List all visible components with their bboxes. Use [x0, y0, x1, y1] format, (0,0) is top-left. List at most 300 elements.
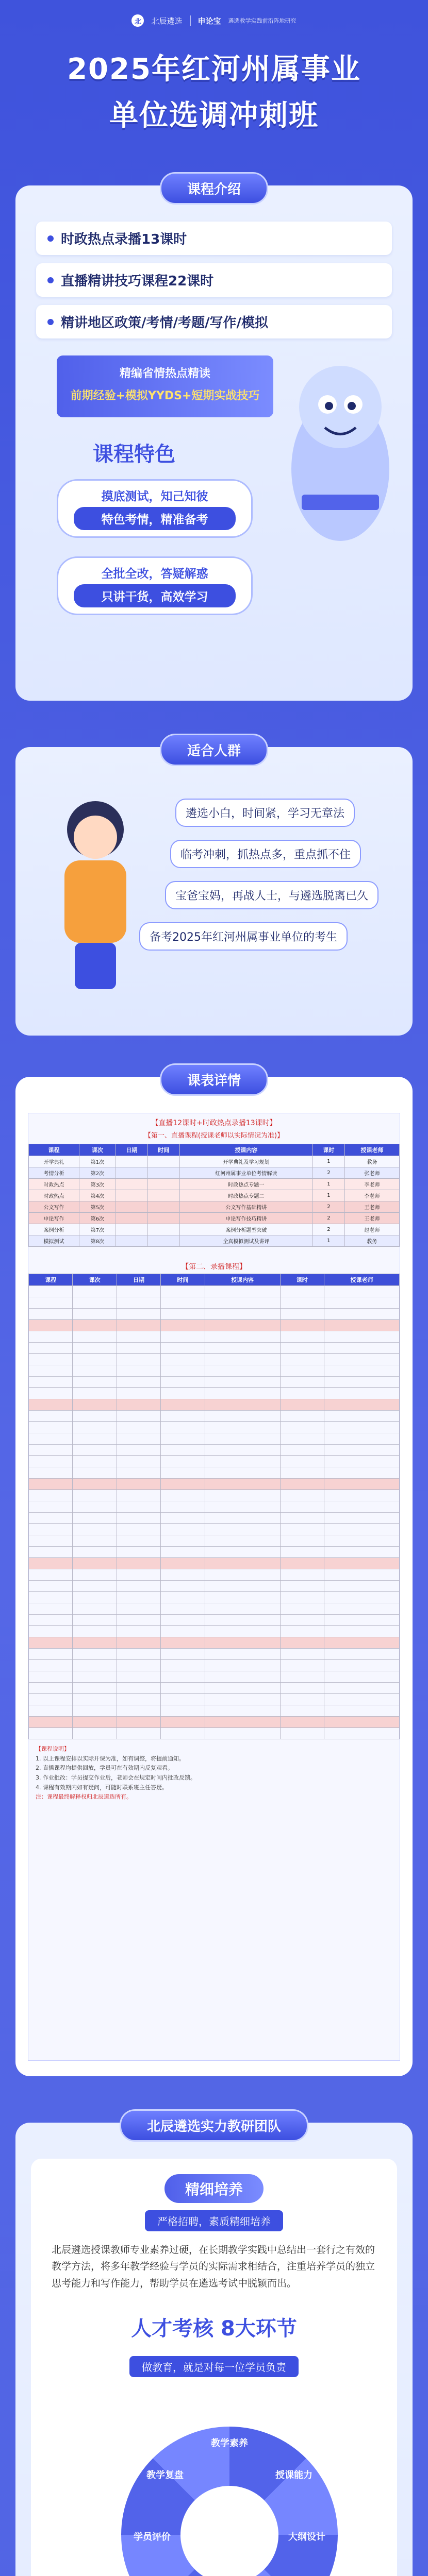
- table-cell: [205, 1637, 280, 1649]
- table-cell: [73, 1671, 117, 1683]
- table-cell: [73, 1558, 117, 1569]
- table-cell: [280, 1365, 324, 1377]
- section-heading-team: 北辰遴选实力教研团队: [120, 2109, 308, 2142]
- bullet-dot-icon: [47, 319, 54, 325]
- column-header: 课程: [29, 1274, 73, 1286]
- bullet-dot-icon: [47, 235, 54, 242]
- table-cell: [117, 1558, 160, 1569]
- table-cell: [117, 1649, 160, 1660]
- table-cell: [73, 1524, 117, 1535]
- table-cell: [161, 1501, 205, 1513]
- table-cell: [324, 1433, 399, 1445]
- table-cell: 全真模拟测试及讲评: [179, 1235, 312, 1247]
- table-cell: [205, 1558, 280, 1569]
- table-row: [29, 1717, 400, 1728]
- audience-item: 遴选小白，时间紧，学习无章法: [175, 799, 355, 827]
- table-row: [29, 1286, 400, 1297]
- table-cell: [205, 1399, 280, 1411]
- recorded-table-body: [29, 1274, 400, 1739]
- table-cell: [29, 1309, 73, 1320]
- table-cell: [324, 1467, 399, 1479]
- table-row: [29, 1399, 400, 1411]
- table-cell: [73, 1637, 117, 1649]
- table-cell: [324, 1592, 399, 1603]
- table-cell: [280, 1388, 324, 1399]
- table-cell: [280, 1671, 324, 1683]
- table-cell: [324, 1490, 399, 1501]
- table-cell: [280, 1581, 324, 1592]
- table-cell: [117, 1309, 160, 1320]
- table-cell: [280, 1547, 324, 1558]
- table-row: [29, 1235, 400, 1247]
- table-cell: [280, 1286, 324, 1297]
- table-cell: [73, 1660, 117, 1671]
- table-cell: [280, 1399, 324, 1411]
- table-cell: 公文写作: [29, 1201, 79, 1213]
- table-row: [29, 1320, 400, 1331]
- logo-row: [0, 0, 428, 27]
- column-header: 时间: [147, 1144, 179, 1156]
- table-cell: [116, 1179, 147, 1190]
- recorded-table: [28, 1274, 400, 1739]
- table-cell: [324, 1354, 399, 1365]
- table-cell: [324, 1649, 399, 1660]
- table-cell: [205, 1365, 280, 1377]
- table-cell: [73, 1615, 117, 1626]
- table-cell: [280, 1501, 324, 1513]
- table-cell: [29, 1524, 73, 1535]
- table-cell: 王老师: [344, 1213, 399, 1224]
- table-cell: 李老师: [344, 1179, 399, 1190]
- table-cell: 红河州属事业单位考情解读: [179, 1167, 312, 1179]
- table-cell: [161, 1603, 205, 1615]
- table-row: [29, 1213, 400, 1224]
- table-cell: [117, 1388, 160, 1399]
- table-cell: [29, 1694, 73, 1705]
- table-row: [29, 1201, 400, 1213]
- table-cell: [324, 1501, 399, 1513]
- note-line: 2. 直播课程均提供回放，学员可在有效期内反复观看。: [36, 1765, 173, 1772]
- table-cell: [116, 1156, 147, 1167]
- promo-line2: 前期经验+模拟YYDS+短期实战技巧: [70, 389, 260, 402]
- table-cell: [205, 1535, 280, 1547]
- table-cell: [73, 1354, 117, 1365]
- table-cell: [73, 1297, 117, 1309]
- table-cell: [280, 1728, 324, 1739]
- table-cell: [280, 1535, 324, 1547]
- table-cell: [205, 1660, 280, 1671]
- table-cell: [280, 1411, 324, 1422]
- note-line: 4. 课程有效期内如有疑问，可随时联系班主任答疑。: [36, 1784, 168, 1791]
- table-cell: [117, 1615, 160, 1626]
- table-row: [29, 1179, 400, 1190]
- table-cell: [280, 1524, 324, 1535]
- table-cell: [161, 1388, 205, 1399]
- column-header: 日期: [116, 1144, 147, 1156]
- table-cell: [205, 1309, 280, 1320]
- table-row: [29, 1535, 400, 1547]
- brand-name: 北辰遴选: [151, 16, 183, 26]
- table-cell: [29, 1320, 73, 1331]
- table-cell: [161, 1728, 205, 1739]
- table-cell: [73, 1649, 117, 1660]
- section-heading-audience: 适合人群: [160, 734, 268, 766]
- table-cell: [205, 1581, 280, 1592]
- table-row: [29, 1705, 400, 1717]
- cycle-item: 大纲设计: [288, 2532, 325, 2543]
- table-cell: [324, 1535, 399, 1547]
- table-row: [29, 1411, 400, 1422]
- table-cell: [324, 1479, 399, 1490]
- table-cell: [29, 1422, 73, 1433]
- table-cell: [29, 1671, 73, 1683]
- table-cell: 开学典礼: [29, 1156, 79, 1167]
- table-cell: [73, 1501, 117, 1513]
- cycle-item: 学员评价: [134, 2532, 171, 2543]
- table-cell: [73, 1320, 117, 1331]
- table-cell: [280, 1490, 324, 1501]
- table-cell: [29, 1547, 73, 1558]
- table-cell: [29, 1354, 73, 1365]
- table-cell: [205, 1626, 280, 1637]
- table-cell: [205, 1286, 280, 1297]
- table-row: [29, 1671, 400, 1683]
- note-line: 3. 作业批改：学员提交作业后，老师会在规定时间内批改反馈。: [36, 1774, 196, 1782]
- table-cell: [117, 1479, 160, 1490]
- table-cell: [161, 1297, 205, 1309]
- table-cell: [280, 1479, 324, 1490]
- table-cell: [73, 1490, 117, 1501]
- table-cell: [205, 1479, 280, 1490]
- table-row: [29, 1547, 400, 1558]
- table-cell: [205, 1331, 280, 1343]
- table-cell: [29, 1365, 73, 1377]
- table-row: [29, 1445, 400, 1456]
- table-cell: [324, 1365, 399, 1377]
- table-cell: [161, 1547, 205, 1558]
- table-cell: [280, 1320, 324, 1331]
- table-cell: [324, 1694, 399, 1705]
- column-header: 授课老师: [324, 1274, 399, 1286]
- table-cell: [280, 1626, 324, 1637]
- table-row: [29, 1524, 400, 1535]
- table-header-row: [29, 1144, 400, 1156]
- table-cell: [73, 1569, 117, 1581]
- table-cell: [29, 1331, 73, 1343]
- table-cell: [280, 1433, 324, 1445]
- cycle-item: 教学复盘: [146, 2470, 184, 2481]
- table-cell: [324, 1513, 399, 1524]
- column-header: 授课老师: [344, 1144, 399, 1156]
- table-row: [29, 1592, 400, 1603]
- table-cell: [161, 1524, 205, 1535]
- table-row: [29, 1456, 400, 1467]
- feature-title: 课程特色: [93, 443, 175, 466]
- column-header: 课程: [29, 1144, 79, 1156]
- table-cell: [161, 1467, 205, 1479]
- column-header: 授课内容: [179, 1144, 312, 1156]
- table-cell: [73, 1626, 117, 1637]
- table-cell: [29, 1717, 73, 1728]
- cycle-item: 授课能力: [275, 2470, 312, 2481]
- table-cell: [205, 1705, 280, 1717]
- table-cell: 时政热点: [29, 1179, 79, 1190]
- table-cell: 模拟测试: [29, 1235, 79, 1247]
- schedule-table-title: 【直播12课时+时政热点录播13课时】: [151, 1119, 277, 1127]
- table-cell: [117, 1399, 160, 1411]
- intro-bullet-text: 直播精讲技巧课程22课时: [61, 274, 214, 289]
- section-heading-schedule: 课表详情: [160, 1063, 268, 1096]
- table-cell: [73, 1309, 117, 1320]
- page-title-line2: 单位选调冲刺班: [109, 99, 319, 132]
- table-cell: [29, 1297, 73, 1309]
- table-cell: [29, 1569, 73, 1581]
- table-cell: [205, 1433, 280, 1445]
- table-cell: [205, 1422, 280, 1433]
- table-cell: [280, 1694, 324, 1705]
- table-cell: 时政热点专题二: [179, 1190, 312, 1201]
- table-cell: [147, 1235, 179, 1247]
- table-cell: 教务: [344, 1235, 399, 1247]
- table-cell: [73, 1683, 117, 1694]
- table-cell: [73, 1445, 117, 1456]
- feature-card: [57, 479, 253, 538]
- table-cell: [324, 1320, 399, 1331]
- table-row: [29, 1433, 400, 1445]
- table-cell: [73, 1422, 117, 1433]
- table-row: [29, 1467, 400, 1479]
- table-cell: [73, 1365, 117, 1377]
- table-cell: [205, 1490, 280, 1501]
- table-cell: [116, 1167, 147, 1179]
- table-cell: [324, 1377, 399, 1388]
- table-cell: [29, 1558, 73, 1569]
- table-cell: [117, 1377, 160, 1388]
- table-cell: [29, 1399, 73, 1411]
- column-header: 课次: [79, 1144, 116, 1156]
- table-cell: 2: [312, 1167, 344, 1179]
- table-cell: 赵老师: [344, 1224, 399, 1235]
- feature-sub: 只讲干货，高效学习: [74, 584, 236, 607]
- promo-box: [57, 355, 273, 417]
- table-cell: [161, 1331, 205, 1343]
- column-header: 授课内容: [205, 1274, 280, 1286]
- table-cell: [117, 1728, 160, 1739]
- table-cell: [324, 1717, 399, 1728]
- page-title-line1: 2025年红河州属事业: [67, 53, 361, 86]
- table-cell: [324, 1422, 399, 1433]
- team-card-subtitle: 严格招聘，素质精细培养: [145, 2210, 283, 2231]
- table-cell: 2: [312, 1224, 344, 1235]
- table-cell: [161, 1422, 205, 1433]
- table-cell: 第4次: [79, 1190, 116, 1201]
- table-cell: [324, 1297, 399, 1309]
- table-cell: 开学典礼及学习规划: [179, 1156, 312, 1167]
- table-cell: [117, 1320, 160, 1331]
- intro-bullet: [36, 263, 392, 297]
- table-cell: [147, 1167, 179, 1179]
- intro-bullet-list: [36, 222, 392, 347]
- table-cell: [161, 1581, 205, 1592]
- cycle-center-mascot-icon: [180, 2486, 278, 2576]
- table-cell: [280, 1603, 324, 1615]
- table-cell: [117, 1603, 160, 1615]
- mascot-illustration-icon: [273, 340, 402, 556]
- table-cell: [73, 1456, 117, 1467]
- table-cell: 1: [312, 1190, 344, 1201]
- table-cell: [324, 1524, 399, 1535]
- brand-logo-icon: 北: [131, 14, 144, 27]
- table-cell: [117, 1422, 160, 1433]
- table-cell: [147, 1201, 179, 1213]
- table-cell: [161, 1320, 205, 1331]
- table-cell: [117, 1705, 160, 1717]
- table-cell: [73, 1331, 117, 1343]
- table-cell: [147, 1224, 179, 1235]
- table-cell: [29, 1603, 73, 1615]
- table-cell: [161, 1558, 205, 1569]
- table-cell: [324, 1728, 399, 1739]
- table-cell: [29, 1490, 73, 1501]
- table-cell: [205, 1728, 280, 1739]
- table-row: [29, 1309, 400, 1320]
- audience-item: 临考冲刺，抓热点多，重点抓不住: [170, 840, 361, 868]
- table-cell: [205, 1524, 280, 1535]
- table-cell: [117, 1660, 160, 1671]
- schedule-table-body: [29, 1156, 400, 1247]
- table-cell: [29, 1467, 73, 1479]
- table-cell: [117, 1535, 160, 1547]
- table-cell: [117, 1286, 160, 1297]
- table-cell: [73, 1377, 117, 1388]
- table-cell: [324, 1603, 399, 1615]
- teaching-team-section: [15, 2119, 413, 2576]
- table-cell: [324, 1626, 399, 1637]
- recorded-table-title: 【第二、录播课程】: [182, 1263, 246, 1271]
- table-row: [29, 1581, 400, 1592]
- table-row: [29, 1694, 400, 1705]
- partner-subtitle: 遴选教学实践前沿阵地研究: [228, 18, 297, 24]
- table-cell: [29, 1343, 73, 1354]
- table-cell: [161, 1456, 205, 1467]
- table-cell: [280, 1660, 324, 1671]
- table-cell: [117, 1683, 160, 1694]
- table-row: [29, 1728, 400, 1739]
- table-cell: 第5次: [79, 1201, 116, 1213]
- table-row: [29, 1683, 400, 1694]
- table-cell: 案例分析: [29, 1224, 79, 1235]
- table-cell: [324, 1671, 399, 1683]
- table-cell: [161, 1399, 205, 1411]
- table-cell: 第1次: [79, 1156, 116, 1167]
- table-cell: [29, 1649, 73, 1660]
- table-cell: [29, 1626, 73, 1637]
- table-cell: [161, 1286, 205, 1297]
- table-cell: [117, 1581, 160, 1592]
- table-cell: [73, 1411, 117, 1422]
- table-cell: [161, 1649, 205, 1660]
- table-cell: [117, 1331, 160, 1343]
- feature-main: 全批全改，答疑解惑: [101, 567, 208, 581]
- table-cell: [161, 1445, 205, 1456]
- team-paragraph: 北辰遴选授课教师专业素养过硬，在长期教学实践中总结出一套行之有效的教学方法，将多年教学经验与学员的实际需求相结合，注重培养学员的独立思考能力和写作能力，帮助学员在遴选考试中脱颖而出。: [52, 2244, 375, 2289]
- table-cell: [29, 1286, 73, 1297]
- table-row: [29, 1660, 400, 1671]
- table-cell: [116, 1201, 147, 1213]
- table-cell: [29, 1615, 73, 1626]
- table-cell: [161, 1365, 205, 1377]
- table-cell: [205, 1388, 280, 1399]
- table-cell: [117, 1524, 160, 1535]
- table-cell: [205, 1603, 280, 1615]
- table-cell: [29, 1581, 73, 1592]
- table-cell: [205, 1615, 280, 1626]
- table-cell: [280, 1422, 324, 1433]
- table-row: [29, 1354, 400, 1365]
- table-cell: [280, 1354, 324, 1365]
- notes-title: 【课程说明】: [36, 1745, 70, 1752]
- table-cell: [324, 1411, 399, 1422]
- table-cell: [29, 1592, 73, 1603]
- table-cell: [205, 1445, 280, 1456]
- table-cell: [280, 1445, 324, 1456]
- table-cell: [116, 1213, 147, 1224]
- table-header-row: [29, 1274, 400, 1286]
- feature-main: 摸底测试，知己知彼: [101, 490, 208, 503]
- table-cell: [29, 1433, 73, 1445]
- table-cell: [73, 1592, 117, 1603]
- table-cell: [161, 1694, 205, 1705]
- table-row: [29, 1558, 400, 1569]
- table-row: [29, 1167, 400, 1179]
- table-cell: [117, 1671, 160, 1683]
- table-row: [29, 1388, 400, 1399]
- cycle-subtitle: 做教育，就是对每一位学员负责: [129, 2356, 299, 2377]
- table-cell: [280, 1705, 324, 1717]
- table-cell: [161, 1626, 205, 1637]
- table-row: [29, 1569, 400, 1581]
- table-cell: [205, 1320, 280, 1331]
- table-cell: [73, 1343, 117, 1354]
- table-cell: [324, 1445, 399, 1456]
- cycle-item: 教学素养: [211, 2438, 248, 2449]
- table-cell: [29, 1535, 73, 1547]
- table-cell: [280, 1513, 324, 1524]
- table-cell: 第6次: [79, 1213, 116, 1224]
- column-header: 课时: [280, 1274, 324, 1286]
- table-cell: [117, 1592, 160, 1603]
- table-cell: [205, 1683, 280, 1694]
- table-cell: [324, 1456, 399, 1467]
- table-cell: [73, 1581, 117, 1592]
- table-cell: [29, 1660, 73, 1671]
- table-cell: [147, 1213, 179, 1224]
- table-cell: [280, 1649, 324, 1660]
- team-card-title: 精细培养: [164, 2174, 264, 2203]
- table-row: [29, 1190, 400, 1201]
- table-cell: 2: [312, 1201, 344, 1213]
- table-cell: [161, 1343, 205, 1354]
- table-cell: 案例分析题型突破: [179, 1224, 312, 1235]
- table-cell: [205, 1354, 280, 1365]
- table-row: [29, 1501, 400, 1513]
- table-cell: [161, 1479, 205, 1490]
- table-row: [29, 1365, 400, 1377]
- table-cell: 王老师: [344, 1201, 399, 1213]
- table-cell: [73, 1388, 117, 1399]
- table-cell: [73, 1535, 117, 1547]
- table-cell: [73, 1728, 117, 1739]
